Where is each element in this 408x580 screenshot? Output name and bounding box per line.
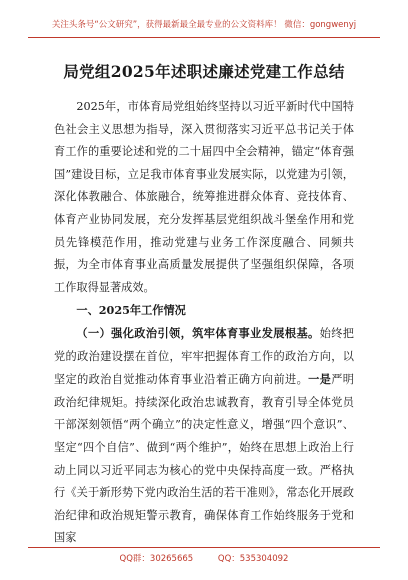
document-body	[54, 96, 354, 550]
document-title: 局党组2025年述职述廉述党建工作总结	[63, 62, 345, 81]
subsection-paragraph	[54, 322, 354, 550]
section-heading: 一、2025年工作情况	[76, 303, 186, 318]
header-divider	[28, 37, 380, 38]
subsection-text-b: 严明政治纪律规矩。持续深化政治忠诚教育，教育引导全体党员干部深刻领悟“两个确立”的决定性意义，增强“四个意识”、坚定“四个自信”、做到“两个维护”，始终在思想上政治上行动上同以习近平同志为核心的党中央保持高度一致。严格执行《关于新形势下党内政治生活的若干准则》，常态化开展政治纪律和政治规矩警示教育，确保体育工作始终服务于党和国家	[54, 373, 354, 545]
subsection-text-a: 始终把党的政治建设摆在首位，牢牢把握体育工作的政治方向，以坚定的政治自觉推动体育事业沿着正确方向前进。	[54, 326, 354, 387]
subsection-label: （一）强化政治引领，筑牢体育事业发展根基。	[76, 325, 320, 340]
page-footer	[0, 552, 408, 564]
intro-paragraph: 2025年，市体育局党组始终坚持以习近平新时代中国特色社会主义思想为指导，深入贯彻落实习近平总书记关于体育工作的重要论述和党的二十届四中全会精神，锚定“体育强国”建设目标，立足我市体育事业发展实际，以党建为引领，深化体教融合、体旅融合，统筹推进群众体育、竞技体育、体育产业协同发展，充分发挥基层党组织战斗堡垒作用和党员先锋模范作用，推动党建与业务工作深度融合、同频共振，为全市体育事业高质量发展提供了坚强组织保障，各项工作取得显著成效。	[54, 100, 354, 294]
point-marker: 一是	[308, 372, 332, 387]
footer-qq: QQ：535304092	[217, 554, 289, 564]
page-header-banner: 关注头条号“公文研究”，获得最新最全最专业的公文资料库！ 微信：gongwenyj	[51, 20, 357, 30]
footer-qq-group: QQ群：30265665	[119, 554, 194, 564]
footer-divider	[28, 547, 380, 548]
